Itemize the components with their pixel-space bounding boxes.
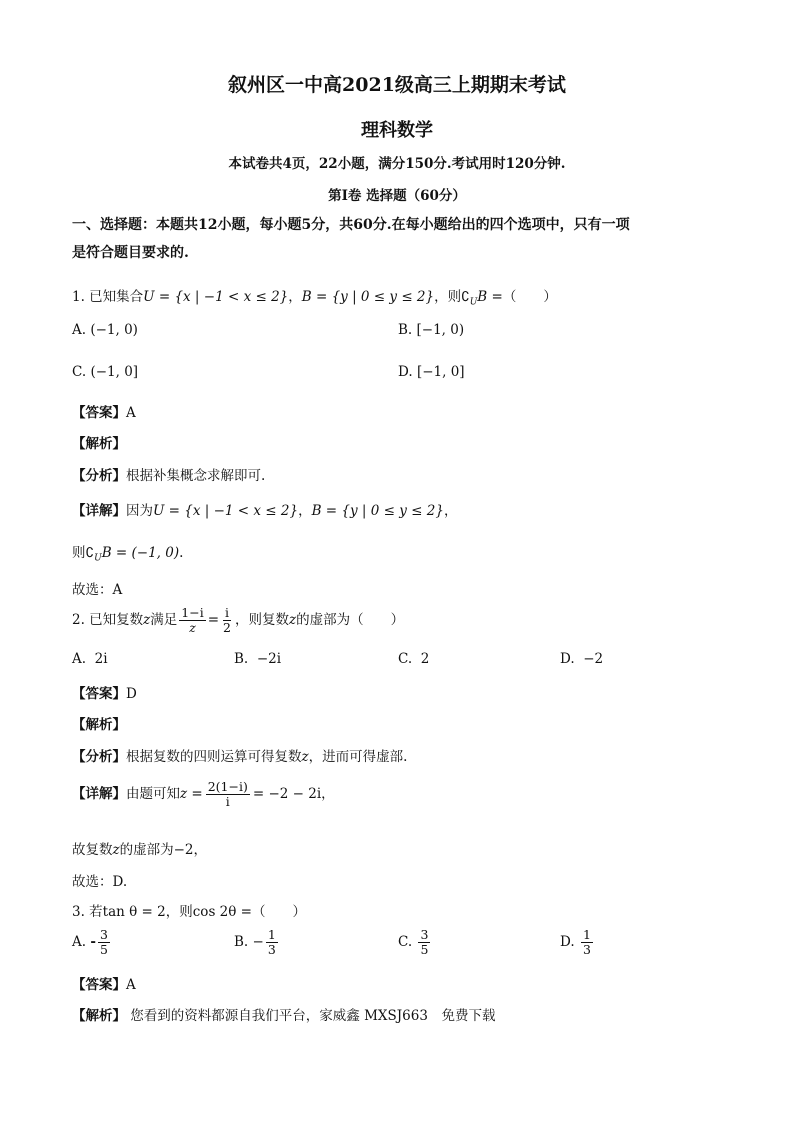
complement-symbol: ∁: [461, 289, 470, 305]
question-2-option-c: C. 2: [398, 651, 430, 667]
set-u: U = {x | −1 < x ≤ 2}: [143, 289, 289, 305]
question-1-result: 则$∁_UB = (-1$, 0).: [72, 545, 184, 564]
question-2-stem: 2. 已知复数z满足 $\frac{1-i}{z}$ = $\frac{i}{2}$ ，则复数z的虚部为（ ）: [72, 605, 405, 635]
question-1-option-a: A. (−1, 0): [72, 322, 138, 338]
instructions-line-1: 一、选择题：本题共12小题，每小题5分，共60分.在每小题给出的四个选项中，只有一项: [72, 217, 630, 233]
instructions-line-2: 是符合题目要求的.: [72, 245, 189, 261]
question-3-option-a: A. - $\frac{3}{5}$: [72, 927, 108, 957]
question-3-answer: 【答案】A: [72, 977, 136, 993]
page-title: 叙州区一中高2021级高三上期期末考试: [228, 74, 566, 96]
question-2-fenxi: 【分析】根据复数的四则运算可得复数z，进而可得虚部.: [72, 749, 408, 765]
question-1-option-b: B. [−1, 0): [398, 322, 465, 338]
fraction-1-minus-i-over-z: $\frac{1-i}{z}$: [181, 605, 204, 635]
question-2-option-a: A. 2i: [72, 651, 108, 667]
question-1-detail: 【详解】因为U = {x | −1 < x ≤ 2}，B = {y | 0 ≤ y ≤ 2}，: [72, 503, 458, 519]
subject-title: 理科数学: [361, 120, 433, 141]
question-3-option-c: C. $\frac{3}{5}$: [398, 927, 429, 957]
question-1-option-d: D. [−1, 0]: [398, 364, 465, 380]
question-1-stem: 1. 已知集合U = {x | −1 < x ≤ 2}，B = {y | 0 ≤ y ≤ 2}，则$∁_UB$ =（ ）: [72, 289, 557, 308]
fraction-i-over-2: $\frac{i}{2}$: [223, 605, 231, 635]
set-b: B = {y | 0 ≤ y ≤ 2}: [301, 289, 435, 305]
question-1-fenxi: 【分析】根据补集概念求解即可.: [72, 468, 266, 484]
question-1-choose: 故选：A: [72, 582, 123, 598]
question-3-option-d: D. $\frac{1}{3}$: [560, 927, 591, 957]
section-title: 第I卷 选择题（60分）: [328, 188, 466, 204]
question-2-conclusion: 故复数z的虚部为−2，: [72, 842, 208, 858]
question-3-stem: 3. 若tan θ = 2，则cos 2θ =（ ）: [72, 904, 306, 920]
exam-info: 本试卷共4页，22小题，满分150分.考试用时120分钟.: [228, 156, 566, 172]
question-3-option-b: B. − $\frac{1}{3}$: [234, 927, 276, 957]
question-1-answer: 【答案】A: [72, 405, 136, 421]
question-2-option-b: B. −2i: [234, 651, 282, 667]
question-2-choose: 故选：D.: [72, 874, 128, 890]
question-2-detail: 【详解】由题可知z = $\frac{2(1-i)}{i}$ = −2 − 2i，: [72, 779, 335, 809]
question-1-analysis-label: 【解析】: [72, 436, 126, 452]
question-2-analysis-label: 【解析】: [72, 717, 126, 733]
question-3-analysis: 【解析】 您看到的资料都源自我们平台，家威鑫 MXSJ663 免费下载: [72, 1008, 496, 1024]
question-2-option-d: D. −2: [560, 651, 604, 667]
question-2-answer: 【答案】D: [72, 686, 137, 702]
question-1-option-c: C. (−1, 0]: [72, 364, 139, 380]
